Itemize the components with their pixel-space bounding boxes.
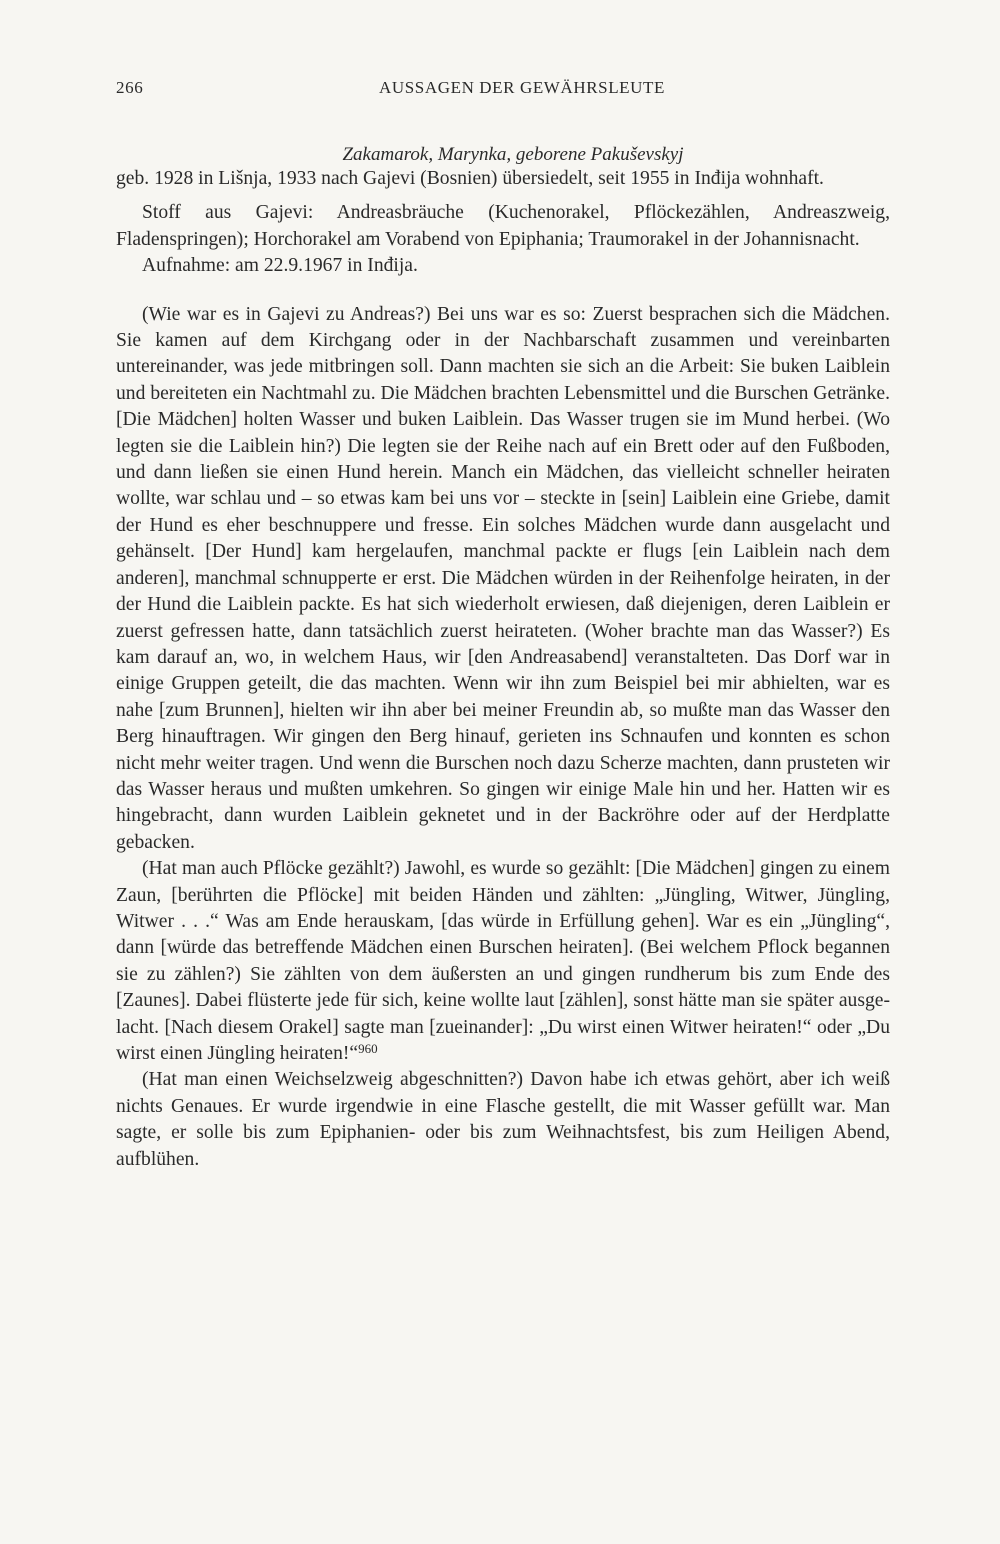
page-number: 266 (116, 78, 144, 97)
paragraph-pfloecke-text: (Hat man auch Pflöcke gezählt?) Jawohl, es wurde so gezählt: [Die Mädchen] gingen zu einem Zaun, [berührten die Pflöcke] mit beiden Händen und zählten: „Jüngling, Witwer, Jüngling, Witwer . . .“ Was am Ende herauskam, [das würde in Erfüllung gehen]. War es ein „Jüngling“, dann [würde das betreffende Mädchen einen Burschen heiraten]. (Bei welchem Pflock begannen sie zu zählen?) Sie zählten von dem äußersten an und gingen rundherum bis zum Ende des [Zaunes]. Dabei flüsterte jede für sich, keine wollte laut [zählen], sonst hätte man sie später ausgelacht. [Nach diesem Orakel] sagte man [zueinander]: „Du wirst einen Witwer heiraten!“ oder „Du wirst einen Jüngling heiraten!“ (116, 858, 890, 1064)
running-header (116, 78, 890, 108)
paragraph-pfloecke (116, 856, 890, 1067)
informant-bio: geb. 1928 in Lišnja, 1933 nach Gajevi (Bosnien) übersiedelt, seit 1955 in Inđija wohnhaft. (116, 168, 824, 189)
paragraph-weichselzweig: (Hat man einen Weichselzweig abgeschnitten?) Davon habe ich etwas gehört, aber ich weiß nichts Genaues. Er wurde irgendwie in eine Flasche gestellt, die mit Wasser gefüllt war. Man sagte, er solle bis zum Epiphanien- oder bis zum Weihnachtsfest, bis zum Heiligen Abend, aufblühen. (116, 1069, 890, 1170)
footnote-marker: 960 (358, 1041, 378, 1056)
material-summary: Stoff aus Gajevi: Andreasbräuche (Kuchenorakel, Pflöckezählen, Andreaszweig, Fladenspringen); Horchorakel am Vorabend von Epiphania; Traumorakel in der Johannisnacht. (116, 202, 890, 250)
running-title: AUSSAGEN DER GEWÄHRSLEUTE (378, 78, 666, 97)
paragraph-andreas: (Wie war es in Gajevi zu Andreas?) Bei uns war es so: Zuerst besprachen sich die Mädchen. Sie kamen auf dem Kirchgang oder in der Nachbarschaft zusammen und vereinbarten untereinander, was jede mitbringen soll. Dann machten sie sich an die Arbeit: Sie buken Laiblein und bereiteten ein Nachtmahl zu. Die Mädchen brachten Lebensmittel und die Burschen Getränke. [Die Mädchen] holten Wasser und buken Laiblein. Das Wasser trugen sie im Mund herbei. (Wo legten sie die Laiblein hin?) Die legten sie der Reihe nach auf ein Brett oder auf den Fußboden, und dann ließen sie einen Hund herein. Manch ein Mädchen, das vielleicht schneller heiraten wollte, war schlau und – so etwas kam bei uns vor – steckte in [sein] Laiblein eine Griebe, damit der Hund es eher beschnuppere und fresse. Ein solches Mädchen wurde dann ausgelacht und gehänselt. [Der Hund] kam hergelaufen, manchmal packte er flugs [ein Laiblein nach dem anderen], manchmal schnupperte er erst. Die Mädchen würden in der Reihenfolge heiraten, in der der Hund die Laiblein packte. Es hat sich wiederholt erwiesen, daß diejenigen, deren Laiblein er zuerst gefressen hatte, dann tatsächlich zuerst heirateten. (Woher brachte man das Wasser?) Es kam darauf an, wo, in welchem Haus, wir [den Andreasabend] veranstalteten. Das Dorf war in einige Gruppen geteilt, die das machten. Wenn wir ihn zum Beispiel bei mir abhielten, war es nahe [zum Brunnen], hielten wir ihn aber bei meiner Freundin ab, so mußte man das Wasser den Berg hinauftragen. Wir gingen den Berg hinauf, gerieten ins Schnaufen und konnten es schon nicht mehr weiter tragen. Und wenn die Burschen noch dazu Scherze machten, dann prusteten wir das Wasser heraus und mußten umkehren. So gingen wir einige Male hin und her. Hatten wir es hingebracht, dann wurden Laiblein geknetet und in der Backröhre oder auf der Herdplatte gebacken. (116, 303, 890, 853)
body-text (116, 166, 890, 1173)
section-heading: Zakamarok, Marynka, geborene Pakuševskyj (342, 144, 684, 165)
document-page (0, 78, 1000, 1544)
recording-note: Aufnahme: am 22.9.1967 in Inđija. (142, 255, 418, 277)
